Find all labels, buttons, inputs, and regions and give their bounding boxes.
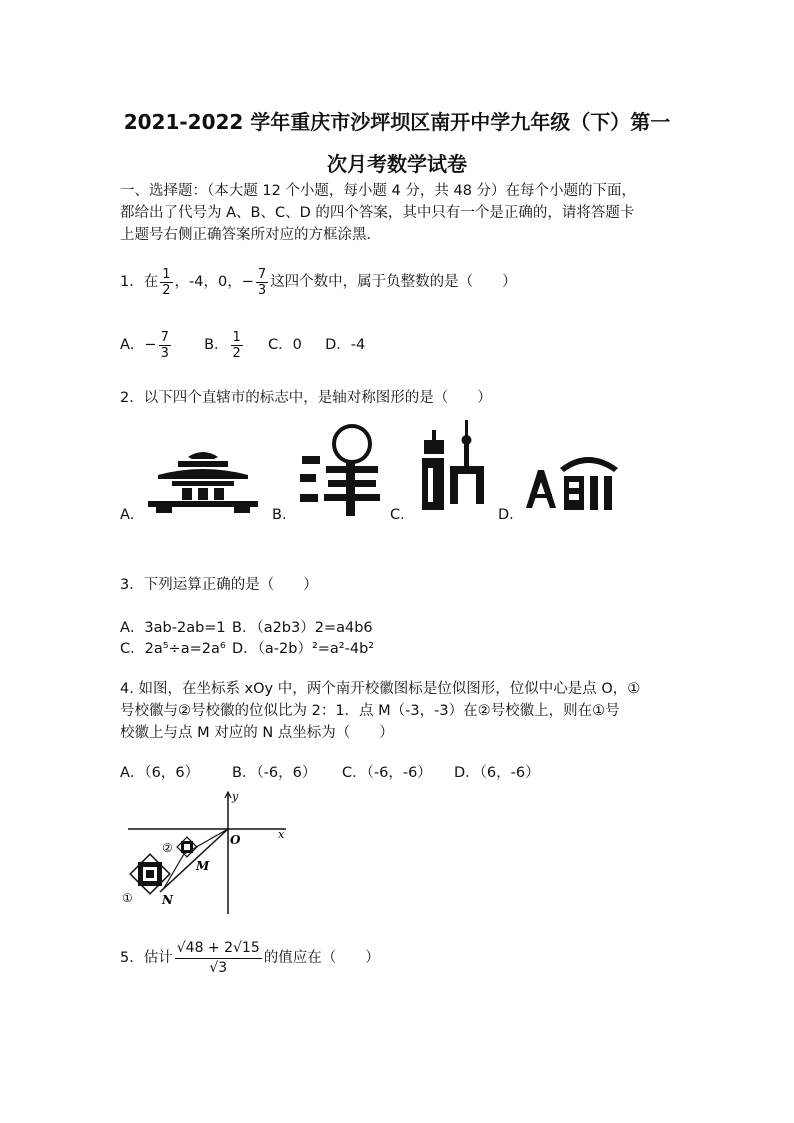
q1-suffix: 这四个数中，属于负整数的是（ ） <box>270 274 517 290</box>
fraction-numerator: √48 + 2√15 <box>175 939 262 959</box>
point-n-label: N <box>162 893 173 907</box>
fraction-numerator: 1 <box>232 329 241 345</box>
q1-option-a <box>120 329 173 361</box>
q1-option-b-fraction <box>231 330 243 361</box>
fraction-denominator: 2 <box>162 282 171 298</box>
fraction-denominator: 2 <box>232 345 241 361</box>
option-label: A．− <box>120 337 157 353</box>
q3-option-b: B．（a2b3）2=a4b6 <box>232 620 373 636</box>
q5-suffix: 的值应在（ ） <box>263 950 380 966</box>
q1-option-a-fraction <box>159 330 171 361</box>
q4-coordinate-figure <box>118 788 298 918</box>
q4-option-d: D．（6，-6） <box>454 765 540 781</box>
badge-2-icon <box>177 837 197 857</box>
question-4-line3: 校徽上与点 M 对应的 N 点坐标为（ ） <box>120 725 394 741</box>
q2-option-d-label: D． <box>498 507 524 523</box>
q4-option-c: C．（-6，-6） <box>342 765 432 781</box>
origin-label: O <box>230 833 241 847</box>
q1-option-c: C．0 <box>268 337 302 353</box>
fraction-denominator: 3 <box>257 282 267 298</box>
logo-a-image <box>148 445 258 515</box>
q2-option-b-label: B． <box>272 507 297 523</box>
badge-1-label: ① <box>122 891 133 905</box>
q1-prefix: 1．在 <box>120 274 159 290</box>
point-m-label: M <box>196 859 210 873</box>
q2-option-c-label: C． <box>390 507 415 523</box>
q3-option-c: C．2a⁵÷a=2a⁶ <box>120 641 226 657</box>
page-title-line2: 次月考数学试卷 <box>327 152 467 176</box>
x-axis-label: x <box>278 828 285 841</box>
q2-option-a-label: A． <box>120 507 145 523</box>
question-3-stem: 3．下列运算正确的是（ ） <box>120 577 318 593</box>
question-4-line2: 号校徽与②号校徽的位似比为 2：1．点 M（-3，-3）在②号校徽上，则在①号 <box>120 703 620 719</box>
q1-option-d: D．-4 <box>325 337 366 353</box>
fraction-numerator: 7 <box>160 329 169 345</box>
fraction-numerator: 1 <box>162 266 171 282</box>
page-title-line1: 2021-2022 学年重庆市沙坪坝区南开中学九年级（下）第一 <box>123 110 671 134</box>
y-axis-label: y <box>232 790 239 803</box>
question-4-line1: 4. 如图，在坐标系 xOy 中，两个南开校徽图标是位似图形，位似中心是点 O，① <box>120 681 641 697</box>
question-1-options <box>120 325 365 365</box>
q3-option-d: D．（a-2b）²=a²-4b² <box>232 641 375 657</box>
q1-middle: ，-4，0，− <box>174 274 254 290</box>
question-1-stem <box>120 262 517 302</box>
q4-option-a: A．（6，6） <box>120 765 200 781</box>
logo-d-image <box>522 448 622 518</box>
fraction-numerator: 7 <box>257 266 267 282</box>
badge-2-label: ② <box>162 841 173 855</box>
q4-option-b: B．（-6，6） <box>232 765 317 781</box>
section-instruction-line1: 一、选择题：（本大题 12 个小题，每小题 4 分，共 48 分）在每个小题的下面， <box>120 183 637 199</box>
question-5-stem <box>120 936 380 980</box>
fraction-denominator: √3 <box>209 959 228 976</box>
ray-o-n <box>160 829 228 892</box>
section-instruction-line2: 都给出了代号为 A、B、C、D 的四个答案，其中只有一个是正确的，请将答题卡 <box>120 205 635 221</box>
q1-option-b <box>204 329 245 361</box>
option-label: B． <box>204 337 229 353</box>
logo-c-image <box>418 418 488 518</box>
q1-fraction-2 <box>256 267 268 298</box>
logo-b-image <box>298 424 383 519</box>
q5-prefix: 5．估计 <box>120 950 173 966</box>
q5-fraction <box>175 939 262 978</box>
section-instruction-line3: 上题号右侧正确答案所对应的方框涂黑． <box>120 227 381 243</box>
q3-option-a: A．3ab-2ab=1 <box>120 620 226 636</box>
fraction-denominator: 3 <box>160 345 169 361</box>
question-2-stem: 2．以下四个直辖市的标志中，是轴对称图形的是（ ） <box>120 390 492 406</box>
q1-fraction-1 <box>160 267 172 298</box>
